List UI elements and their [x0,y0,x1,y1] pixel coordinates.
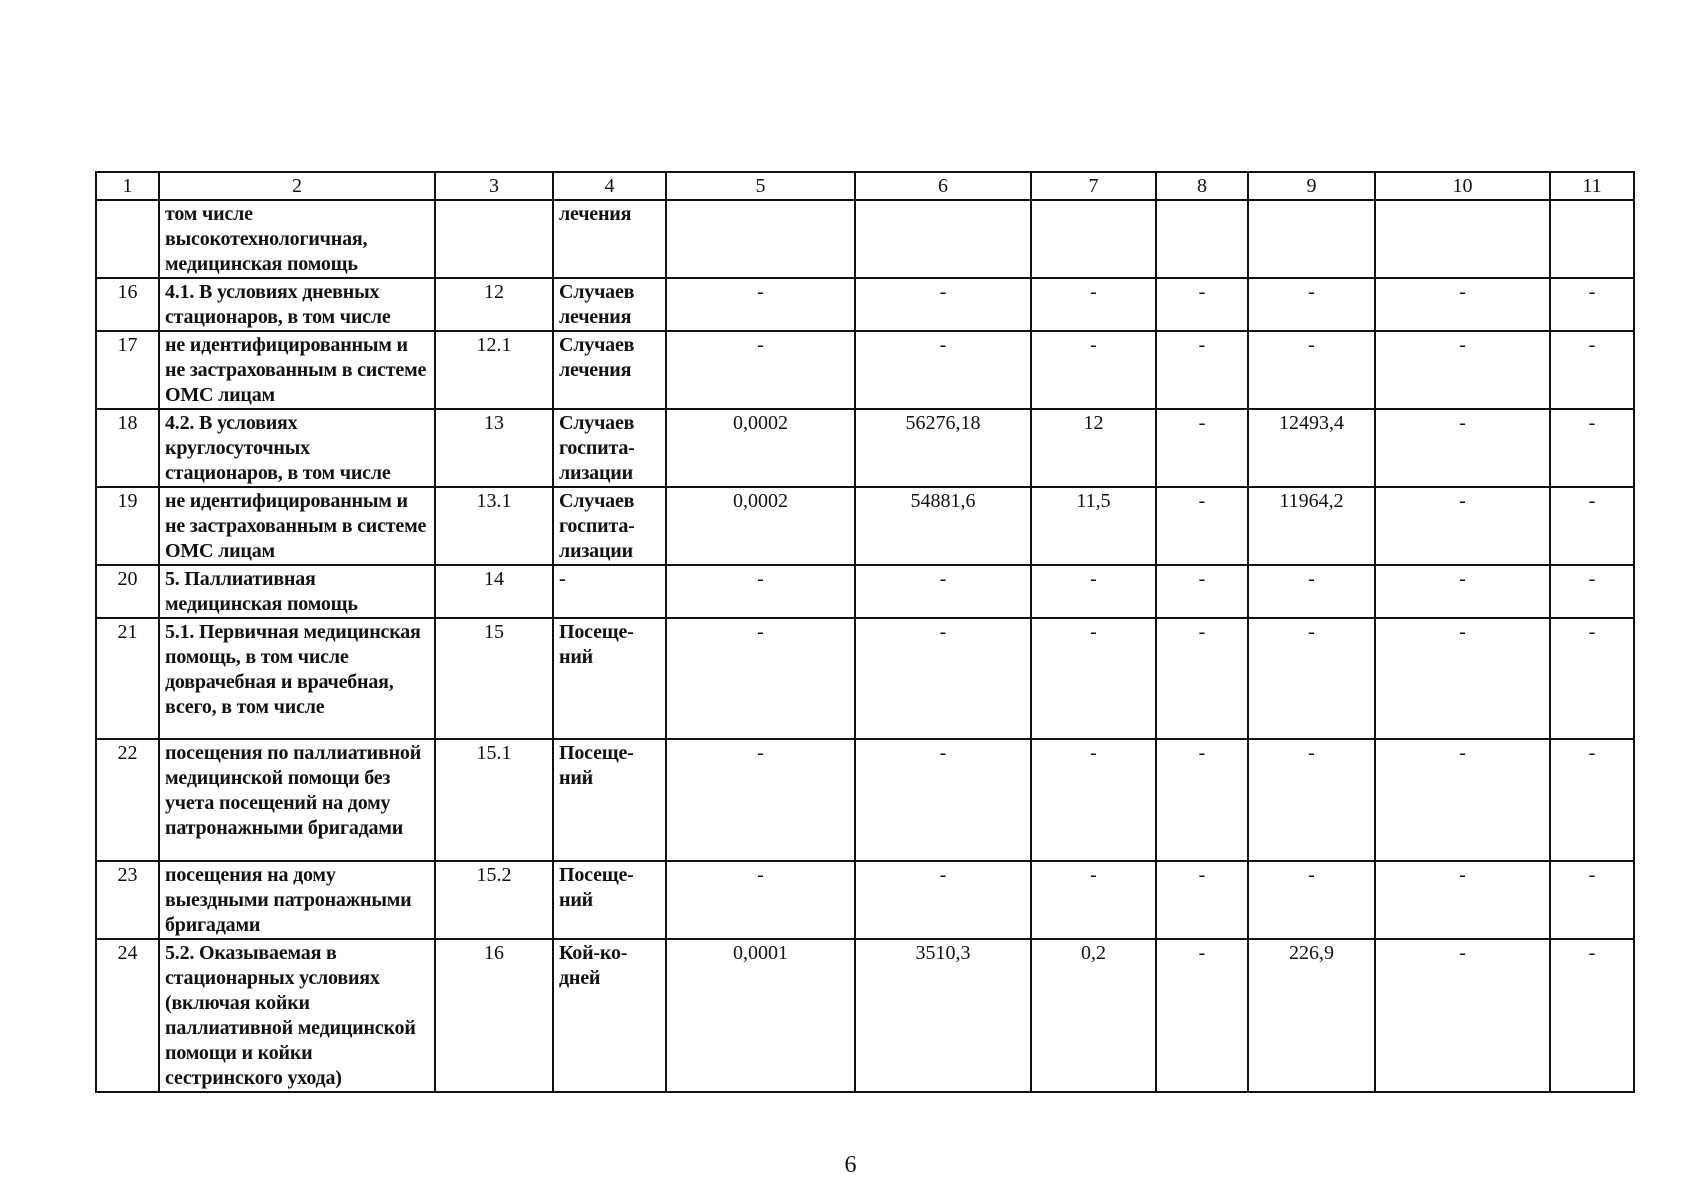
column-header-1: 1 [96,172,159,200]
table-cell-col-3: 15.1 [435,739,553,861]
table-cell-col-6 [855,200,1031,278]
table-cell-col-5 [666,200,855,278]
table-cell-col-5: - [666,861,855,939]
table-cell-col-9: - [1248,565,1375,618]
table-cell-col-6: - [855,618,1031,739]
table-cell-col-3: 13.1 [435,487,553,565]
table-cell-col-2: том числе высокотехнологичная, медицинская помощь [159,200,435,278]
table-cell-col-5: - [666,739,855,861]
table-cell-col-1: 20 [96,565,159,618]
table-row [96,739,1634,861]
header-row [96,172,1634,200]
table-cell-col-6: - [855,331,1031,409]
table-cell-col-11: - [1550,565,1634,618]
table-cell-col-10 [1375,200,1550,278]
table-cell-col-3 [435,200,553,278]
table-cell-col-1: 18 [96,409,159,487]
table-cell-col-6: 56276,18 [855,409,1031,487]
table-cell-col-6: - [855,861,1031,939]
table-cell-col-4: Посеще-ний [553,861,666,939]
table-cell-col-9: - [1248,861,1375,939]
table-cell-col-3: 15.2 [435,861,553,939]
table-row [96,278,1634,331]
column-header-6: 6 [855,172,1031,200]
table-cell-col-2: 4.2. В условиях круглосуточных стационаров, в том числе [159,409,435,487]
table-header [96,172,1634,200]
table-cell-col-1: 19 [96,487,159,565]
table-cell-col-10: - [1375,331,1550,409]
table-cell-col-6: - [855,278,1031,331]
table-cell-col-4: - [553,565,666,618]
table-cell-col-3: 13 [435,409,553,487]
table-cell-col-8: - [1156,861,1248,939]
table-cell-col-3: 16 [435,939,553,1092]
table-cell-col-5: - [666,565,855,618]
column-header-8: 8 [1156,172,1248,200]
column-header-9: 9 [1248,172,1375,200]
table-cell-col-4: лечения [553,200,666,278]
table-cell-col-7: - [1031,739,1156,861]
table-cell-col-9: - [1248,331,1375,409]
column-header-7: 7 [1031,172,1156,200]
table-cell-col-10: - [1375,861,1550,939]
table-cell-col-11 [1550,200,1634,278]
table-cell-col-1: 17 [96,331,159,409]
table-cell-col-7: - [1031,565,1156,618]
column-header-2: 2 [159,172,435,200]
table-cell-col-9: - [1248,278,1375,331]
table-cell-col-8: - [1156,409,1248,487]
table-cell-col-1: 21 [96,618,159,739]
table-cell-col-5: 0,0002 [666,409,855,487]
table-cell-col-11: - [1550,278,1634,331]
table-cell-col-7: - [1031,331,1156,409]
table-row [96,565,1634,618]
table-cell-col-11: - [1550,739,1634,861]
table-cell-col-4: Случаев лечения [553,331,666,409]
table-cell-col-4: Случаев госпита-лизации [553,487,666,565]
table-cell-col-9: 226,9 [1248,939,1375,1092]
table-row [96,200,1634,278]
column-header-5: 5 [666,172,855,200]
table-cell-col-2: 5.1. Первичная медицинская помощь, в том числе доврачебная и врачебная, всего, в том числе [159,618,435,739]
table-cell-col-3: 12 [435,278,553,331]
table-body [96,200,1634,1092]
table-cell-col-6: 54881,6 [855,487,1031,565]
table-cell-col-2: 5. Паллиативная медицинская помощь [159,565,435,618]
table-cell-col-4: Кой-ко-дней [553,939,666,1092]
data-table [95,171,1635,1093]
table-row [96,409,1634,487]
table-cell-col-3: 12.1 [435,331,553,409]
table-cell-col-10: - [1375,565,1550,618]
column-header-11: 11 [1550,172,1634,200]
table-cell-col-8: - [1156,618,1248,739]
table-cell-col-10: - [1375,939,1550,1092]
table-row [96,487,1634,565]
column-header-10: 10 [1375,172,1550,200]
table-cell-col-9: 11964,2 [1248,487,1375,565]
column-header-3: 3 [435,172,553,200]
table-cell-col-1: 16 [96,278,159,331]
table-cell-col-3: 14 [435,565,553,618]
table-cell-col-2: посещения на дому выездными патронажными бригадами [159,861,435,939]
table-cell-col-10: - [1375,739,1550,861]
table-cell-col-1: 22 [96,739,159,861]
table-cell-col-11: - [1550,939,1634,1092]
table-cell-col-1: 23 [96,861,159,939]
table-cell-col-11: - [1550,487,1634,565]
table-cell-col-5: 0,0001 [666,939,855,1092]
column-header-4: 4 [553,172,666,200]
table-cell-col-11: - [1550,618,1634,739]
table-cell-col-8: - [1156,739,1248,861]
table-cell-col-10: - [1375,278,1550,331]
table-cell-col-6: - [855,565,1031,618]
table-cell-col-7: 12 [1031,409,1156,487]
table-cell-col-2: посещения по паллиативной медицинской помощи без учета посещений на дому патронажными бригадами [159,739,435,861]
table-cell-col-10: - [1375,487,1550,565]
table-cell-col-7: 11,5 [1031,487,1156,565]
table-cell-col-6: - [855,739,1031,861]
table-cell-col-2: 4.1. В условиях дневных стационаров, в том числе [159,278,435,331]
table-cell-col-9 [1248,200,1375,278]
table-cell-col-6: 3510,3 [855,939,1031,1092]
table-cell-col-10: - [1375,618,1550,739]
table-cell-col-2: 5.2. Оказываемая в стационарных условиях (включая койки паллиативной медицинской помощи и койки сестринского ухода) [159,939,435,1092]
table-cell-col-8: - [1156,939,1248,1092]
table-cell-col-9: - [1248,739,1375,861]
table-cell-col-7: - [1031,618,1156,739]
table-cell-col-7 [1031,200,1156,278]
table-row [96,861,1634,939]
table-cell-col-5: 0,0002 [666,487,855,565]
table-cell-col-8: - [1156,565,1248,618]
table-cell-col-7: - [1031,278,1156,331]
table-cell-col-5: - [666,278,855,331]
table-cell-col-4: Посеще-ний [553,618,666,739]
table-cell-col-10: - [1375,409,1550,487]
table-cell-col-11: - [1550,331,1634,409]
table-row [96,939,1634,1092]
table-cell-col-1 [96,200,159,278]
table-cell-col-11: - [1550,409,1634,487]
table-cell-col-5: - [666,331,855,409]
table-cell-col-3: 15 [435,618,553,739]
table-cell-col-4: Случаев госпита-лизации [553,409,666,487]
table-cell-col-8: - [1156,331,1248,409]
table-cell-col-8: - [1156,278,1248,331]
table-cell-col-5: - [666,618,855,739]
table-cell-col-7: - [1031,861,1156,939]
table-cell-col-8 [1156,200,1248,278]
table-cell-col-7: 0,2 [1031,939,1156,1092]
table-cell-col-8: - [1156,487,1248,565]
table-cell-col-4: Случаев лечения [553,278,666,331]
table-cell-col-2: не идентифицированным и не застрахованным в системе ОМС лицам [159,487,435,565]
table-cell-col-9: 12493,4 [1248,409,1375,487]
table-row [96,331,1634,409]
table-cell-col-9: - [1248,618,1375,739]
table-cell-col-4: Посеще-ний [553,739,666,861]
table-cell-col-11: - [1550,861,1634,939]
page-number: 6 [844,1152,857,1178]
table-row [96,618,1634,739]
table-cell-col-1: 24 [96,939,159,1092]
table-cell-col-2: не идентифицированным и не застрахованным в системе ОМС лицам [159,331,435,409]
